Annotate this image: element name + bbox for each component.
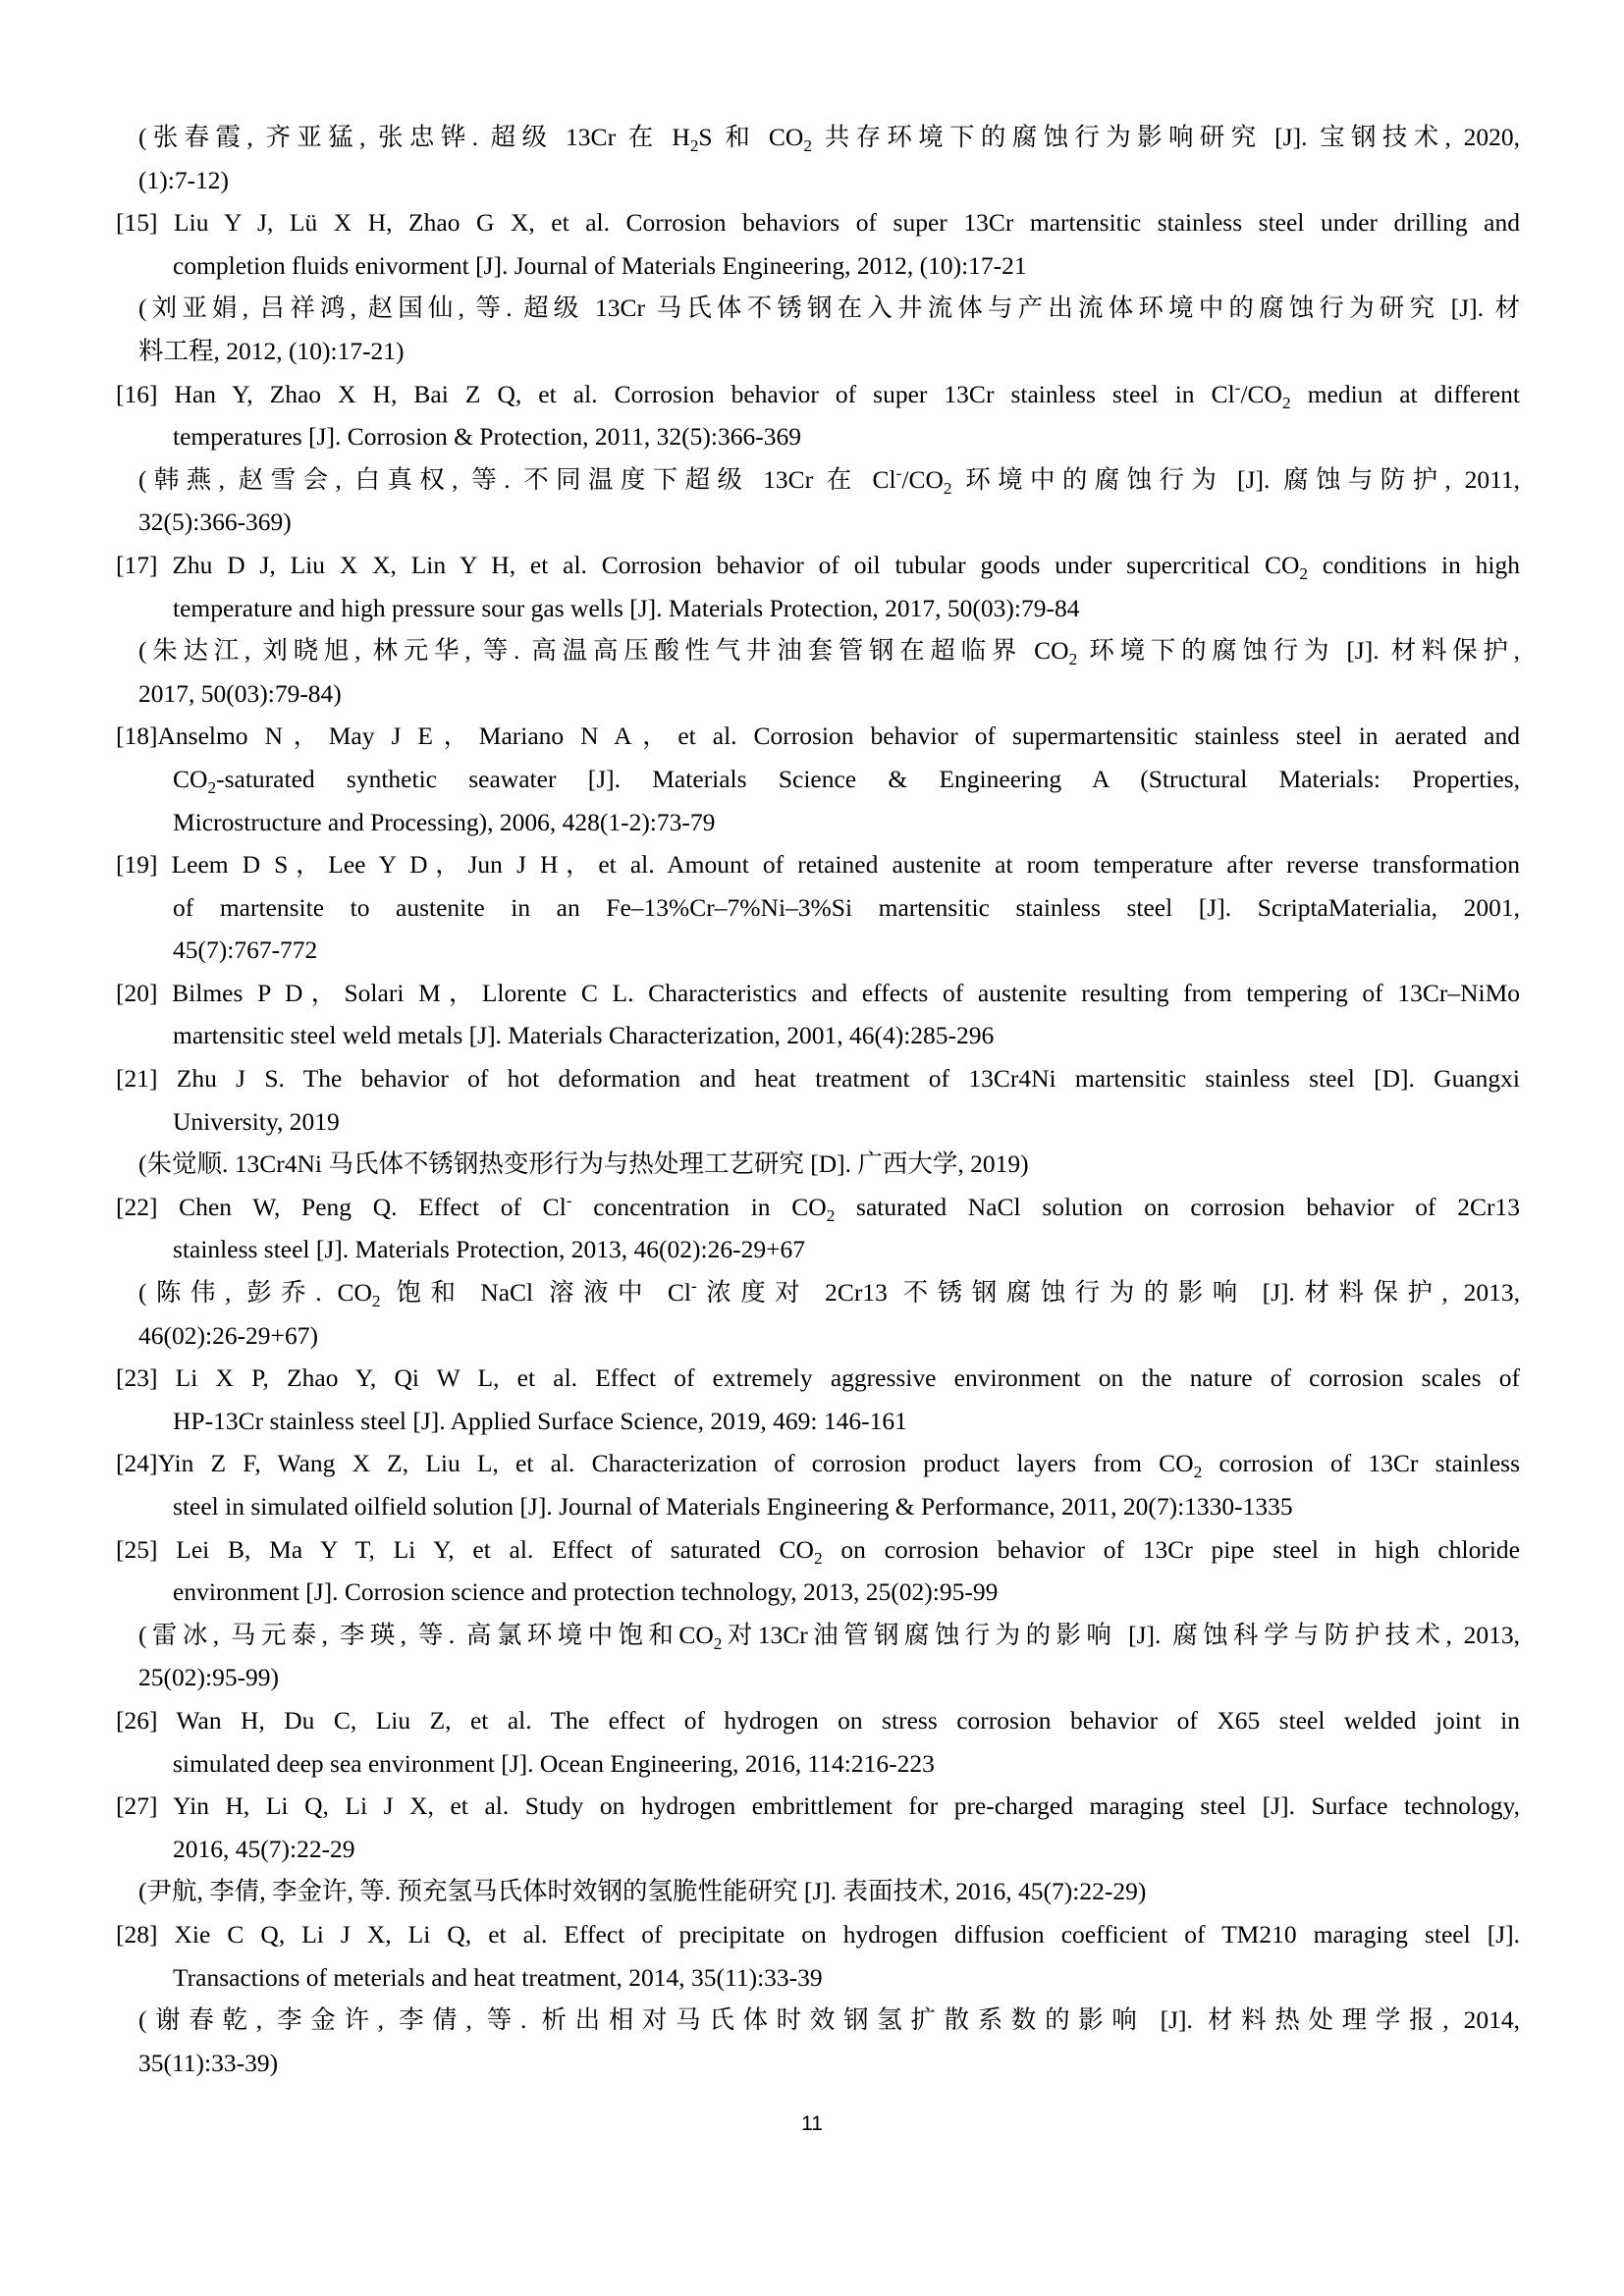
- reference-text: 32(5):366-369): [138, 507, 292, 537]
- reference-text: (1):7-12): [138, 165, 230, 194]
- reference-line: [116, 1656, 1520, 1699]
- reference-line: [116, 1400, 1520, 1443]
- subscript: 2: [1068, 650, 1078, 669]
- reference-line: [116, 244, 1520, 288]
- reference-text: completion fluids enivorment [J]. Journal of Materials Engineering, 2012, (10):17-21: [173, 250, 1027, 280]
- reference-text: 2016, 45(7):22-29: [173, 1834, 355, 1863]
- reference-line: [116, 587, 1520, 630]
- reference-line: [116, 1100, 1520, 1144]
- reference-text: on corrosion behavior of 13Cr pipe steel in high chloride: [822, 1534, 1520, 1564]
- reference-text: of martensite to austenite in an Fe–13%Cr–7%Ni–3%Si martensitic stainless steel [J]. ScriptaMaterialia, 2001,: [173, 892, 1520, 922]
- superscript: -: [895, 463, 902, 483]
- reference-line: [116, 1314, 1520, 1358]
- reference-line: [116, 287, 1520, 330]
- reference-line: [116, 886, 1520, 930]
- reference-entry-24: [116, 1442, 1520, 1527]
- reference-text: 饱和 NaCl 溶液中 Cl: [380, 1278, 691, 1308]
- subscript: 2: [1281, 393, 1291, 412]
- reference-text: -saturated synthetic seawater [J]. Materials Science & Engineering A (Structural Materials: Properties,: [216, 764, 1520, 793]
- subscript: 2: [813, 1548, 823, 1568]
- reference-line: [116, 1228, 1520, 1271]
- reference-line: [116, 1271, 1520, 1314]
- reference-text: (刘亚娟, 吕祥鸿, 赵国仙, 等. 超级 13Cr 马氏体不锈钢在入井流体与产出流体环境中的腐蚀行为研究 [J]. 材: [138, 294, 1520, 323]
- reference-text: [19] Leem D S，Lee Y D，Jun J H，et al. Amount of retained austenite at room temperature after reverse transformation: [116, 850, 1520, 880]
- reference-text: (雷冰, 马元泰, 李瑛, 等. 高氯环境中饱和CO: [138, 1620, 714, 1649]
- reference-text: [24]Yin Z F, Wang X Z, Liu L, et al. Characterization of corrosion product layers from CO: [116, 1449, 1194, 1478]
- reference-text: [15] Liu Y J, Lü X H, Zhao G X, et al. Corrosion behaviors of super 13Cr martensitic stainless steel under drilling and: [116, 208, 1520, 238]
- reference-text: Microstructure and Processing), 2006, 428(1-2):73-79: [173, 807, 716, 836]
- reference-text: conditions in high: [1308, 550, 1520, 579]
- reference-line: [116, 1699, 1520, 1742]
- reference-line: [116, 1999, 1520, 2042]
- subscript: 2: [826, 1205, 836, 1225]
- reference-line: [116, 1528, 1520, 1572]
- reference-line: [116, 373, 1520, 416]
- reference-entry-23: [116, 1357, 1520, 1442]
- reference-text: [23] Li X P, Zhao Y, Qi W L, et al. Effect of extremely aggressive environment on the nature of corrosion scales of: [116, 1363, 1520, 1393]
- reference-text: 料工程, 2012, (10):17-21): [138, 336, 405, 365]
- reference-text: (韩燕, 赵雪会, 白真权, 等. 不同温度下超级 13Cr 在 Cl: [138, 464, 896, 494]
- reference-entry-21: [116, 1057, 1520, 1186]
- reference-line: [116, 972, 1520, 1015]
- reference-text: environment [J]. Corrosion science and protection technology, 2013, 25(02):95-99: [173, 1577, 999, 1607]
- reference-text: 环境中的腐蚀行为 [J]. 腐蚀与防护, 2011,: [951, 464, 1520, 494]
- reference-line: [116, 1956, 1520, 2000]
- reference-line: [116, 1442, 1520, 1485]
- reference-text: saturated NaCl solution on corrosion behavior of 2Cr13: [835, 1192, 1520, 1221]
- reference-text: martensitic steel weld metals [J]. Materials Characterization, 2001, 46(4):285-296: [173, 1021, 995, 1050]
- reference-text: temperatures [J]. Corrosion & Protection, 2011, 32(5):366-369: [173, 422, 801, 452]
- reference-text: stainless steel [J]. Materials Protection, 2013, 46(02):26-29+67: [173, 1235, 805, 1264]
- subscript: 2: [1193, 1463, 1203, 1482]
- reference-text: 对13Cr油管钢腐蚀行为的影响 [J]. 腐蚀科学与防护技术, 2013,: [722, 1620, 1520, 1649]
- reference-line: [116, 1057, 1520, 1100]
- reference-entry-28: [116, 1913, 1520, 2084]
- reference-line: [116, 801, 1520, 844]
- page-number: 11: [801, 2112, 823, 2135]
- reference-entry-22: [116, 1186, 1520, 1357]
- reference-entry-14-continued: [116, 116, 1520, 201]
- reference-text: /CO: [901, 464, 944, 494]
- subscript: 2: [943, 478, 952, 498]
- superscript: -: [1234, 378, 1241, 398]
- reference-text: temperature and high pressure sour gas wells [J]. Materials Protection, 2017, 50(03):79-84: [173, 593, 1080, 622]
- reference-text: Transactions of meterials and heat treatment, 2014, 35(11):33-39: [173, 1962, 823, 1992]
- reference-entry-20: [116, 972, 1520, 1057]
- reference-line: [116, 1828, 1520, 1871]
- reference-text: [21] Zhu J S. The behavior of hot deformation and heat treatment of 13Cr4Ni martensitic stainless steel [D]. Guangxi: [116, 1064, 1520, 1094]
- reference-text: (朱达江, 刘晓旭, 林元华, 等. 高温高压酸性气井油套管钢在超临界 CO: [138, 636, 1069, 666]
- reference-line: [116, 1742, 1520, 1786]
- reference-line: [116, 415, 1520, 458]
- reference-text: [22] Chen W, Peng Q. Effect of Cl: [116, 1192, 567, 1221]
- reference-entry-17: [116, 544, 1520, 715]
- reference-text: simulated deep sea environment [J]. Ocean Engineering, 2016, 114:216-223: [173, 1748, 935, 1778]
- reference-entry-19: [116, 843, 1520, 972]
- reference-text: CO: [173, 764, 208, 793]
- reference-text: [16] Han Y, Zhao X H, Bai Z Q, et al. Corrosion behavior of super 13Cr stainless steel in Cl: [116, 379, 1235, 408]
- reference-text: (尹航, 李倩, 李金许, 等. 预充氢马氏体时效钢的氢脆性能研究 [J]. 表面技术, 2016, 45(7):22-29): [138, 1877, 1147, 1906]
- reference-text: concentration in CO: [571, 1192, 827, 1221]
- reference-line: [116, 116, 1520, 159]
- reference-text: [18]Anselmo N，May J E，Mariano N A，et al. Corrosion behavior of supermartensitic stainless steel in aerated and: [116, 721, 1520, 751]
- reference-line: [116, 544, 1520, 587]
- reference-entry-15: [116, 201, 1520, 372]
- reference-text: (朱觉顺. 13Cr4Ni 马氏体不锈钢热变形行为与热处理工艺研究 [D]. 广西大学, 2019): [138, 1149, 1029, 1179]
- reference-line: [116, 843, 1520, 886]
- reference-line: [116, 1614, 1520, 1657]
- reference-text: 2017, 50(03):79-84): [138, 678, 342, 708]
- reference-text: 浓度对 2Cr13 不锈钢腐蚀行为的影响 [J].材料保护, 2013,: [696, 1278, 1520, 1308]
- reference-line: [116, 1785, 1520, 1828]
- reference-text: [26] Wan H, Du C, Liu Z, et al. The effect of hydrogen on stress corrosion behavior of X65 steel welded joint in: [116, 1705, 1520, 1735]
- reference-text: [28] Xie C Q, Li J X, Li Q, et al. Effect of precipitate on hydrogen diffusion coefficient of TM210 maraging steel [J].: [116, 1919, 1520, 1949]
- reference-text: /CO: [1240, 379, 1282, 408]
- reference-line: [116, 1485, 1520, 1528]
- subscript: 2: [1299, 564, 1309, 584]
- reference-line: [116, 629, 1520, 672]
- reference-line: [116, 715, 1520, 758]
- reference-text: 25(02):95-99): [138, 1663, 280, 1692]
- reference-entry-27: [116, 1785, 1520, 1913]
- reference-line: [116, 1913, 1520, 1956]
- reference-text: [17] Zhu D J, Liu X X, Lin Y H, et al. Corrosion behavior of oil tubular goods under supercritical CO: [116, 550, 1300, 579]
- reference-line: [116, 159, 1520, 202]
- reference-text: 45(7):767-772: [173, 935, 318, 965]
- reference-text: (陈伟, 彭乔. CO: [138, 1278, 372, 1308]
- reference-text: [27] Yin H, Li Q, Li J X, et al. Study on hydrogen embrittlement for pre-charged maraging steel [J]. Surface technology,: [116, 1791, 1520, 1821]
- reference-entry-26: [116, 1699, 1520, 1785]
- reference-line: [116, 1870, 1520, 1913]
- reference-line: [116, 672, 1520, 716]
- superscript: -: [690, 1276, 697, 1296]
- reference-line: [116, 1143, 1520, 1186]
- reference-text: mediun at different: [1290, 379, 1520, 408]
- reference-line: [116, 1571, 1520, 1614]
- reference-line: [116, 2042, 1520, 2085]
- reference-line: [116, 201, 1520, 244]
- subscript: 2: [371, 1292, 381, 1311]
- reference-text: steel in simulated oilfield solution [J]. Journal of Materials Engineering & Performance, 2011, 20(7):1330-1335: [173, 1492, 1293, 1521]
- subscript: 2: [713, 1633, 723, 1653]
- reference-entry-25: [116, 1528, 1520, 1699]
- reference-entry-16: [116, 373, 1520, 544]
- reference-text: 环境下的腐蚀行为 [J]. 材料保护,: [1077, 636, 1520, 666]
- subscript: 2: [689, 136, 699, 156]
- subscript: 2: [207, 778, 217, 797]
- reference-text: University, 2019: [173, 1106, 340, 1136]
- reference-text: 共存环境下的腐蚀行为影响研究 [J]. 宝钢技术, 2020,: [811, 123, 1520, 151]
- reference-line: [116, 458, 1520, 502]
- reference-entry-18: [116, 715, 1520, 843]
- reference-line: [116, 330, 1520, 373]
- reference-text: [20] Bilmes P D，Solari M，Llorente C L. Characteristics and effects of austenite resulting from tempering of 13Cr–NiMo: [116, 978, 1520, 1007]
- reference-line: [116, 1014, 1520, 1057]
- reference-line: [116, 1357, 1520, 1400]
- reference-line: [116, 758, 1520, 801]
- reference-line: [116, 1186, 1520, 1229]
- reference-line: [116, 929, 1520, 972]
- reference-text: (张春霞, 齐亚猛, 张忠铧. 超级 13Cr 在 H: [138, 123, 690, 151]
- reference-line: [116, 501, 1520, 544]
- superscript: -: [566, 1191, 572, 1210]
- reference-text: (谢春乾, 李金许, 李倩, 等. 析出相对马氏体时效钢氢扩散系数的影响 [J]. 材料热处理学报, 2014,: [138, 2005, 1520, 2035]
- reference-text: 35(11):33-39): [138, 2048, 279, 2077]
- reference-text: HP-13Cr stainless steel [J]. Applied Surface Science, 2019, 469: 146-161: [173, 1406, 907, 1435]
- reference-text: S 和 CO: [698, 123, 804, 151]
- reference-list: [116, 116, 1520, 2084]
- reference-text: corrosion of 13Cr stainless: [1202, 1449, 1520, 1478]
- subscript: 2: [803, 136, 812, 156]
- reference-text: [25] Lei B, Ma Y T, Li Y, et al. Effect of saturated CO: [116, 1534, 814, 1564]
- reference-text: 46(02):26-29+67): [138, 1320, 318, 1350]
